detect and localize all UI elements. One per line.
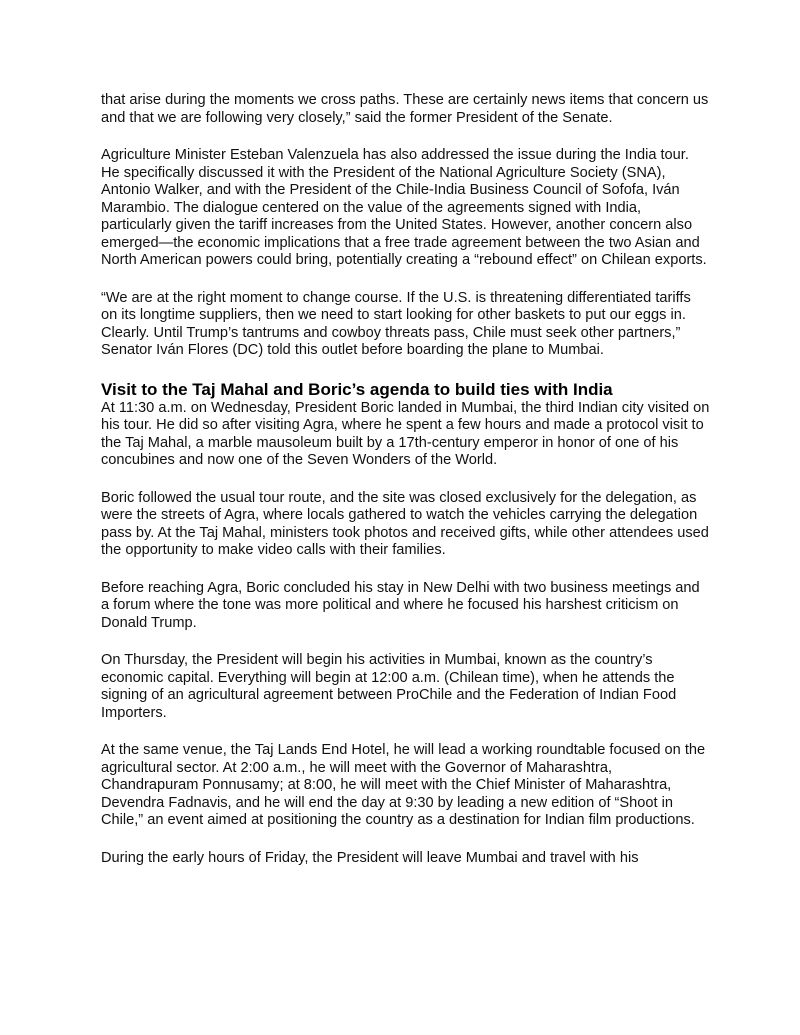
paragraph-thursday-agenda: On Thursday, the President will begin his activities in Mumbai, known as the country’s economic capital. Everything will begin at 12:00 a.m. (Chilean time), when he attends the signing of an agricultural agreement between ProChile and the Federation of Indian Food Importers.: [101, 652, 677, 721]
paragraph-roundtable: At the same venue, the Taj Lands End Hotel, he will lead a working roundtable focused on the agricultural sector. At 2:00 a.m., he will meet with the Governor of Maharashtra, Chandrapuram Ponnusamy; at 8:00, he will meet with the Chief Minister of Maharashtra, Devendra Fadnavis, and he will end the day at 9:30 by leading a new edition of “Shoot in Chile,” an event aimed at positioning the country as a destination for Indian film productions.: [101, 742, 706, 828]
paragraph-friday-departure: During the early hours of Friday, the President will leave Mumbai and travel with his: [101, 849, 639, 866]
paragraph-mumbai-arrival: At 11:30 a.m. on Wednesday, President Boric landed in Mumbai, the third Indian city visited on his tour. He did so after visiting Agra, where he spent a few hours and made a protocol visit to the Taj Mahal, a marble mausoleum built by a 17th-century emperor in honor of one of his concubines and now one of the Seven Wonders of the World.: [101, 399, 710, 468]
paragraph-agriculture-minister: Agriculture Minister Esteban Valenzuela has also addressed the issue during the India tour. He specifically discussed it with the President of the National Agriculture Society (SNA), Antonio Walker, and with the President of the Chile-India Business Council of Sofofa, Iván Marambio. The dialogue centered on the value of the agreements signed with India, particularly given the tariff increases from the United States. However, another concern also emerged—the economic implications that a free trade agreement between the two Asian and North American powers could bring, potentially creating a “rebound effect” on Chilean exports.: [101, 147, 707, 268]
paragraph-senator-flores-quote: “We are at the right moment to change course. If the U.S. is threatening differentiated tariffs on its longtime suppliers, then we need to start looking for other baskets to put our eggs in. Clearly. Until Trump’s tantrums and cowboy threats pass, Chile must seek other partners,” Senator Iván Flores (DC) told this outlet before boarding the plane to Mumbai.: [101, 289, 691, 358]
paragraph-senate-quote-end: that arise during the moments we cross paths. These are certainly news items that concern us and that we are following very closely,” said the former President of the Senate.: [101, 92, 709, 126]
document-page: [101, 92, 711, 887]
section-heading: Visit to the Taj Mahal and Boric’s agenda to build ties with India: [101, 379, 613, 399]
paragraph-new-delhi: Before reaching Agra, Boric concluded his stay in New Delhi with two business meetings and a forum where the tone was more political and where he focused his harshest criticism on Donald Trump.: [101, 579, 700, 631]
paragraph-tour-route: Boric followed the usual tour route, and the site was closed exclusively for the delegation, as were the streets of Agra, where locals gathered to watch the vehicles carrying the delegation pass by. At the Taj Mahal, ministers took photos and received gifts, while other attendees used the opportunity to make video calls with their families.: [101, 489, 709, 558]
